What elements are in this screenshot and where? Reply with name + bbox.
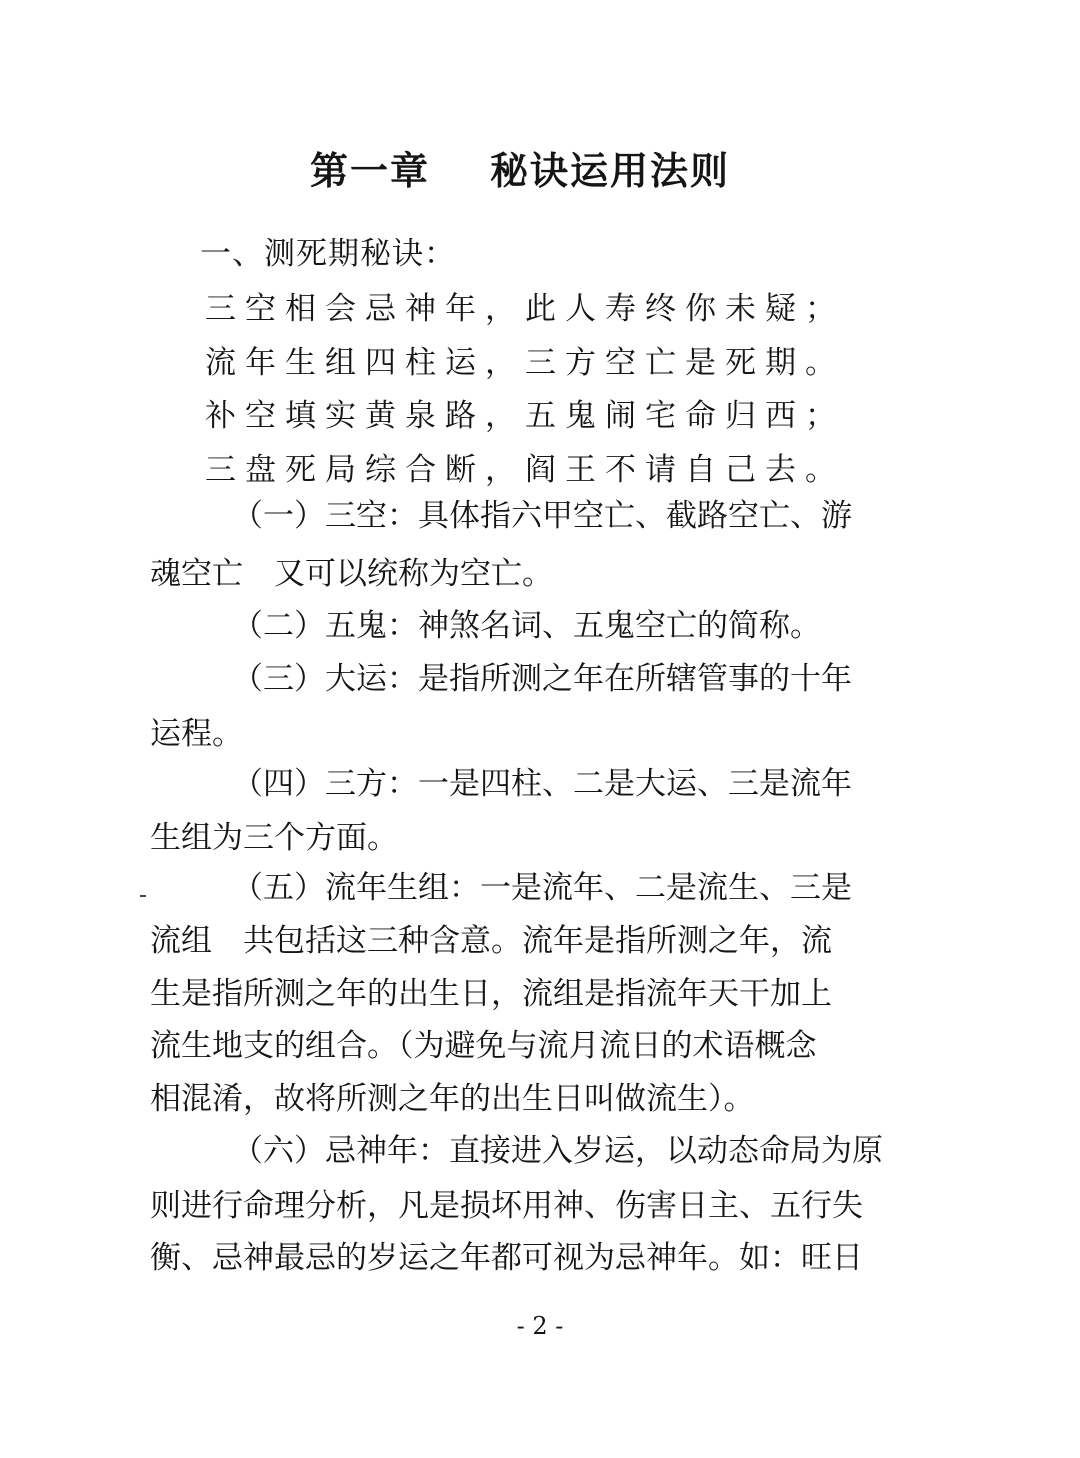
paragraph-line: 衡、忌神最忌的岁运之年都可视为忌神年。如：旺日: [150, 1240, 863, 1276]
paragraph-line: 相混淆，故将所测之年的出生日叫做流生）。: [150, 1081, 755, 1117]
paragraph-line: （二）五鬼：神煞名词、五鬼空亡的简称。: [232, 608, 821, 644]
paragraph-line: 生组为三个方面。: [150, 820, 398, 856]
verse-line: 流年生组四柱运，三方空亡是死期。: [205, 345, 845, 381]
paragraph-line: （一）三空：具体指六甲空亡、截路空亡、游: [232, 498, 852, 534]
scan-speck: [140, 895, 146, 897]
chapter-number: 第一章: [309, 148, 430, 193]
verse-line: 补空填实黄泉路，五鬼闹宅命归西；: [205, 398, 845, 434]
paragraph-line: （六）忌神年：直接进入岁运，以动态命局为原: [232, 1133, 883, 1169]
verse-line: 三空相会忌神年，此人寿终你未疑；: [205, 291, 845, 327]
paragraph-line: 运程。: [150, 716, 243, 752]
paragraph-line: （四）三方：一是四柱、二是大运、三是流年: [232, 766, 852, 802]
paragraph-line: （五）流年生组：一是流年、二是流生、三是: [232, 870, 852, 906]
section-heading: 一、测死期秘诀：: [200, 236, 456, 272]
paragraph-line: （三）大运：是指所测之年在所辖管事的十年: [232, 661, 852, 697]
paragraph-line: 流组 共包括这三种含意。流年是指所测之年，流: [150, 923, 832, 959]
paragraph-line: 则进行命理分析，凡是损坏用神、伤害日主、五行失: [150, 1188, 863, 1224]
page-number: - 2 -: [516, 1312, 564, 1340]
chapter-title: [0, 140, 1040, 195]
chapter-name: 秘诀运用法则: [490, 148, 731, 193]
verse-line: 三盘死局综合断，阎王不请自己去。: [205, 452, 845, 488]
paragraph-line: 生是指所测之年的出生日，流组是指流年天干加上: [150, 976, 832, 1012]
paragraph-line: 魂空亡 又可以统称为空亡。: [150, 556, 553, 592]
paragraph-line: 流生地支的组合。（为避免与流月流日的术语概念: [150, 1028, 817, 1064]
